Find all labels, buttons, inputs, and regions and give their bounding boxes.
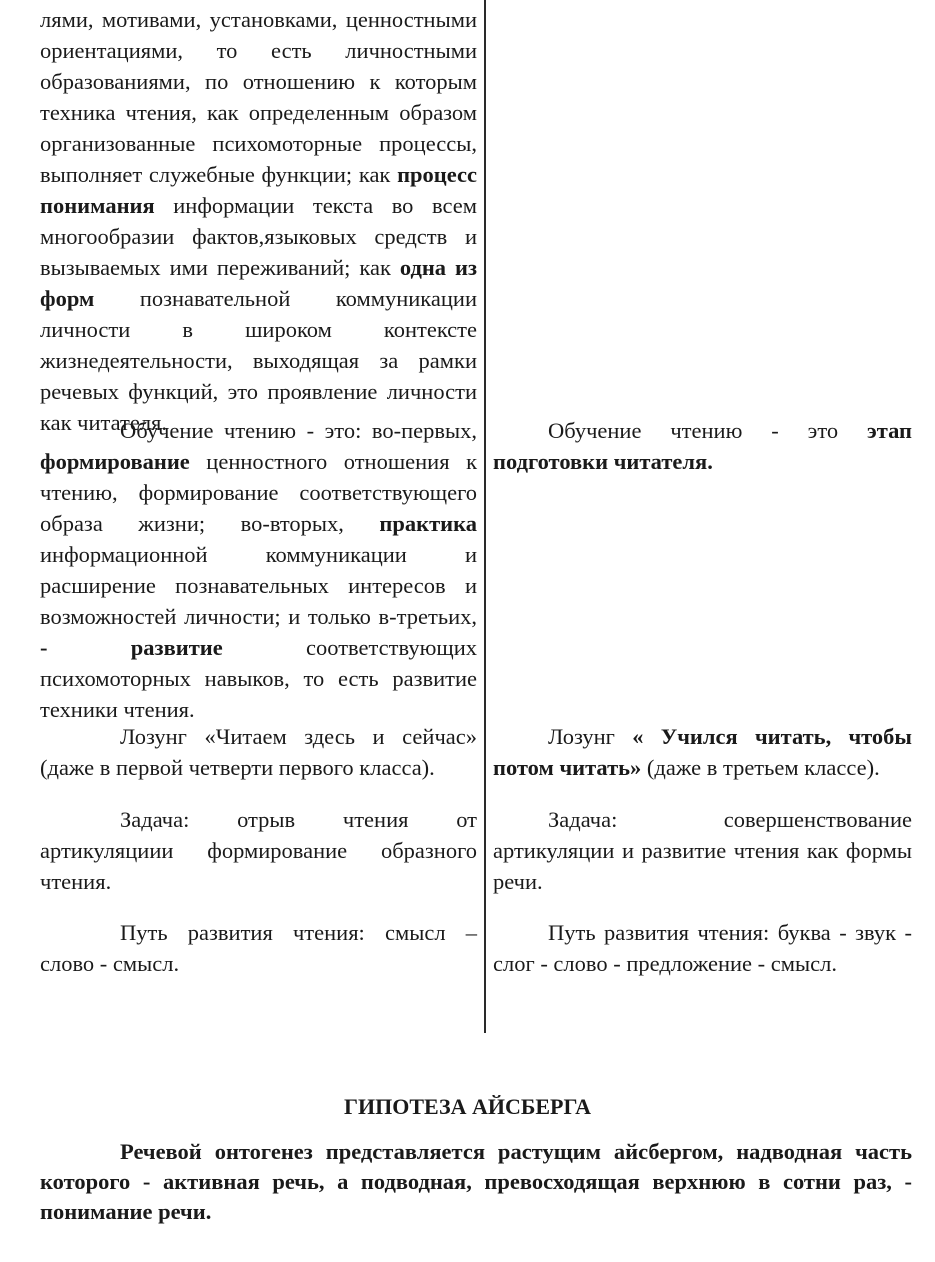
- bold-run: процесс понимания: [40, 162, 477, 218]
- bold-run: одна из форм: [40, 255, 477, 311]
- text-run: лями, мотивами, установками, ценностными ориентациями, то есть личностными образованиями, по отношению к которым техника чтения, как определенным образом организованные психомоторные процессы, выполняет служебные функции; как: [40, 7, 477, 187]
- text-run: Обучение чтению - это: [548, 418, 868, 443]
- text-run: соответствующих психомоторных навыков, то есть развитие техники чтения.: [40, 635, 477, 722]
- text-run: ценностного отношения к чтению, формирование соответствующего образа жизни; во-вторых,: [40, 449, 477, 536]
- bold-run: « Учился читать, чтобы потом читать»: [493, 724, 912, 780]
- right-paragraph-3: [493, 721, 912, 783]
- text-run: Обучение чтению - это: во-первых,: [120, 418, 477, 443]
- right-paragraph-4: Задача: совершенствование артикуляции и развитие чтения как формы речи.: [493, 807, 912, 894]
- bold-run: этап подготовки читателя.: [493, 418, 912, 474]
- conclusion-paragraph: Речевой онтогенез представляется растущим айсбергом, надводная часть которого - активная речь, а подводная, превосходящая верхнюю в сотни раз, - понимание речи.: [40, 1139, 912, 1224]
- bold-run: - развитие: [40, 635, 223, 660]
- text-run: информации текста во всем многообразии фактов,языковых средств и вызываемых ими переживаний; как: [40, 193, 477, 280]
- left-paragraph-1: [40, 4, 477, 438]
- section-heading: ГИПОТЕЗА АЙСБЕРГА: [344, 1094, 591, 1119]
- right-paragraph-5: Путь развития чтения: буква - звук - слог - слово - предложение - смысл.: [493, 920, 912, 976]
- left-paragraph-2: [40, 415, 477, 725]
- column-divider: [484, 0, 486, 1033]
- left-paragraph-3: Лозунг «Читаем здесь и сейчас» (даже в первой четверти первого класса).: [40, 724, 477, 780]
- bold-run: практика: [379, 511, 477, 536]
- right-paragraph-2: [493, 415, 912, 477]
- text-run: (даже в третьем классе).: [641, 755, 880, 780]
- text-run: информационной коммуникации и расширение познавательных интересов и возможностей личности; и только в-третьих,: [40, 542, 477, 629]
- bold-run: формирование: [40, 449, 190, 474]
- text-run: познавательной коммуникации личности в широком контексте жизнедеятельности, выходящая за рамки речевых функций, это проявление личности как читателя.: [40, 286, 477, 435]
- left-paragraph-4: Задача: отрыв чтения от артикуляциии формирование образного чтения.: [40, 807, 477, 894]
- left-paragraph-5: Путь развития чтения: смысл – слово - смысл.: [40, 920, 477, 976]
- text-run: Лозунг: [548, 724, 633, 749]
